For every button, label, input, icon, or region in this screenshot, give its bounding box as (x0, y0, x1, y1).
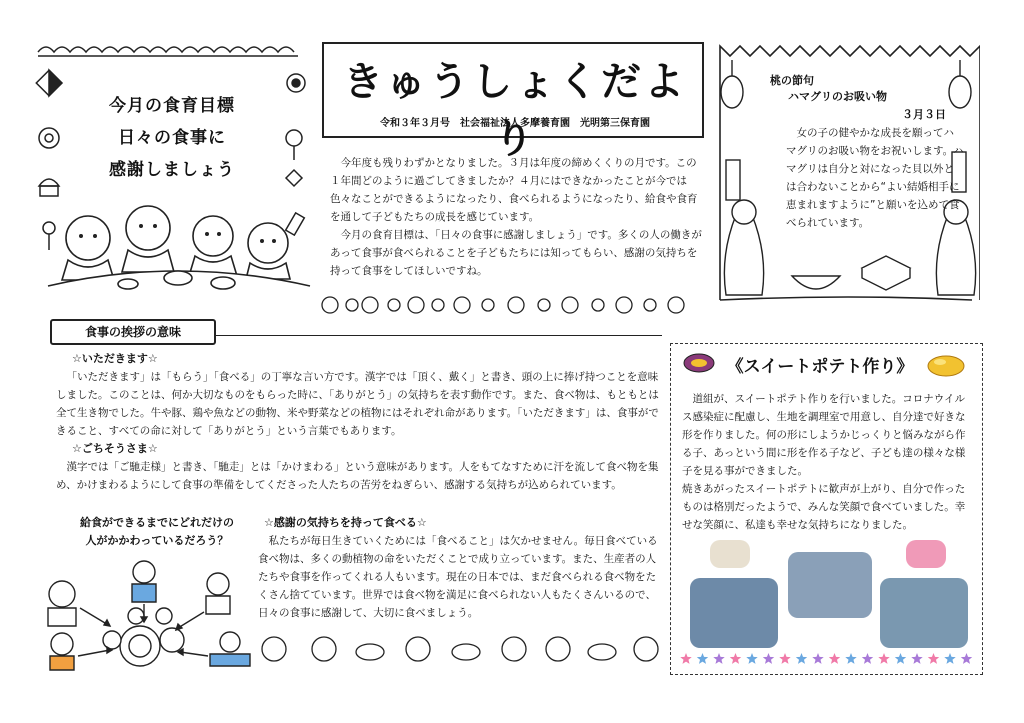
momo-body: 女の子の健やかな成長を願ってハマグリのお吸い物をお祝いします。ハマグリは自分と対になった貝以外とは合わないことから“よい結婚相手に恵まれますように”と願いを込めて食べられています。 (786, 127, 964, 229)
intro-text (330, 154, 702, 280)
photo-sweet-potato-dish (906, 540, 946, 568)
itadakimasu-heading: ☆いただきます☆ (72, 352, 158, 365)
star-icon (829, 653, 840, 664)
star-icon (944, 653, 955, 664)
itadakimasu-paragraph: 「いただきます」は「もらう」「食べる」の丁寧な言い方です。漢字では「頂く、戴く」と書き、頭の上に捧げ持つことを意味しました。このことは、何か大切なものをもらった時に、「ありがとう」の気持ちを表す動作です。また、食べ物は、もともとは全て生き物でした。牛や豚、鶏や魚などの動物、米や野菜などの植物にはそれぞれ命があります。「いただきます」は、食事ができること、すべての命に対して「ありがとう」という言葉でもあります。 (56, 371, 659, 437)
people-title-line-2: 人がかかわっているだろう？ (85, 534, 229, 547)
newsletter-title: きゅうしょくだより (343, 59, 687, 162)
newsletter-subtitle: 令和３年３月号 社会福祉法人多摩養育園 光明第三保育園 (380, 118, 650, 129)
photo-children-table (690, 578, 778, 648)
star-icon (796, 653, 807, 664)
star-icon (763, 653, 774, 664)
itadakimasu-body (56, 368, 660, 440)
intro-paragraph-2: 今月の食育目標は、「日々の食事に感謝しましょう」です。多くの人の働きがあって食事が食べられることを子どもたちには知ってもらい、感謝の気持ちを持って食事をしてほしいですね。 (330, 229, 702, 277)
gochisousama-body (56, 458, 660, 494)
monthly-goal (62, 90, 282, 186)
intro-paragraph-1: 今年度も残りわずかとなりました。３月は年度の締めくくりの月です。この１年間どのように過ごしてきましたか？４月にはできなかったことが今では色々なことができるようになったり、食べられるようになったり、給食や食育を通して子どもたちの成長を感じています。 (330, 157, 698, 223)
goal-line-1: 今月の食育目標 (109, 96, 235, 116)
kansha-heading: ☆感謝の気持ちを持って食べる☆ (264, 516, 427, 529)
people-title-line-1: 給食ができるまでにどれだけの (80, 516, 234, 529)
gochisousama-paragraph: 漢字では「ご馳走様」と書き、「馳走」とは「かけまわる」という意味があります。人をもてなすために汗を流して食べ物を集め、かけまわるようにして食事の準備をしてくださった人たちの苦労をねぎらい、感謝する気持ちが込められています。 (56, 461, 659, 491)
sweet-paragraph-2: 焼きあがったスイートポテトに歓声が上がり、自分で作ったものは格別だったようで、みんな笑顔で食べていました。幸せな笑顔に、私達も幸せな気持ちになりました。 (682, 483, 966, 531)
star-icon (845, 653, 856, 664)
star-icon (862, 653, 873, 664)
people-diagram-title (62, 514, 252, 550)
sweet-paragraph-1: 道組が、スイートポテト作りを行いました。コロナウイルス感染症に配慮し、生地を調理室で用意し、自分達で好きな形を作りました。何の形にしようかじっくりと悩みながら作る子、あっという間に形を作る子など、子ども達の様々な様子を見る事ができました。 (682, 393, 966, 477)
star-border (678, 650, 978, 668)
kansha-paragraph: 私たちが毎日生きていくためには「食べること」は欠かせません。毎日食べている食べ物は、多くの動植物の命をいただくことで成り立っています。また、生産者の人たちや食事を作ってくれる人もいます。現在の日本では、まだ食べられる食べ物をたくさん捨てています。世界では食べ物を満足に食べられない人もたくさんいるので、日々の食事に感謝して、大切に食べましょう。 (258, 535, 658, 619)
goal-line-2: 日々の食事に (118, 128, 226, 148)
photo-sweet-potato-plate (710, 540, 750, 568)
sweet-potato-body (682, 390, 972, 534)
momo-subheading: ハマグリのお吸い物 (788, 90, 887, 103)
star-icon (812, 653, 823, 664)
star-icon (746, 653, 757, 664)
star-icon (730, 653, 741, 664)
section-divider (216, 335, 662, 336)
sweet-potato-cake-icon (926, 350, 966, 378)
decorative-flower-row (318, 290, 698, 320)
momo-heading: 桃の節句 (770, 74, 814, 87)
food-chain-illustration (40, 556, 260, 676)
gochisousama-heading: ☆ごちそうさま☆ (72, 442, 158, 455)
kansha-body (258, 532, 660, 622)
star-icon (928, 653, 939, 664)
star-icon (895, 653, 906, 664)
sweet-potato-title: 《スイートポテト作り》 (726, 357, 914, 377)
star-icon (697, 653, 708, 664)
section-label-greetings: 食事の挨拶の意味 (50, 319, 216, 345)
goal-line-3: 感謝しましょう (109, 160, 235, 180)
star-icon (878, 653, 889, 664)
star-icon (680, 653, 691, 664)
photo-child-eating (788, 552, 872, 618)
star-icon (713, 653, 724, 664)
star-icon (911, 653, 922, 664)
momo-date: ３月３日 (902, 108, 946, 121)
star-icon (779, 653, 790, 664)
star-icon (961, 653, 972, 664)
photo-children-group (880, 578, 968, 648)
decorative-faces-row (258, 632, 662, 666)
